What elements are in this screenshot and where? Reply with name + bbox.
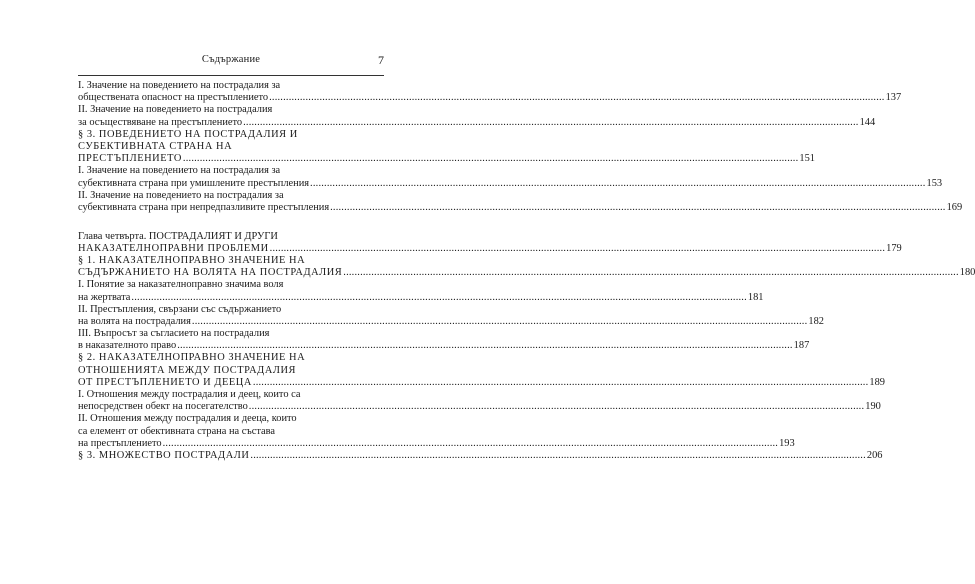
toc-page-number: 190 xyxy=(865,401,881,413)
toc-line xyxy=(78,389,384,401)
toc-entry-text: II. Значение на поведението на пострадалия за xyxy=(78,189,284,201)
toc-line xyxy=(78,231,384,243)
toc-line xyxy=(78,328,384,340)
toc-line xyxy=(78,352,384,364)
toc-entry-text: I. Отношения между пострадалия и деец, които са xyxy=(78,389,301,400)
toc-group xyxy=(78,230,975,463)
toc-entry-text: на престъплението xyxy=(78,437,162,449)
toc-group xyxy=(78,80,963,214)
dot-leader xyxy=(253,377,868,389)
dot-leader xyxy=(270,243,885,255)
toc-page-number: 169 xyxy=(946,201,963,213)
toc-page-number: 206 xyxy=(866,449,883,461)
toc-line xyxy=(78,165,384,177)
toc-line xyxy=(78,116,876,129)
toc-entry-text: ПРЕСТЪПЛЕНИЕТО xyxy=(78,153,182,165)
toc-line xyxy=(78,426,384,438)
toc-line xyxy=(78,279,384,291)
toc-entry-text: Глава четвърта. ПОСТРАДАЛИЯТ И ДРУГИ xyxy=(78,230,278,242)
toc-line xyxy=(78,255,384,267)
dot-leader xyxy=(243,117,858,129)
running-head xyxy=(78,54,384,68)
toc-line xyxy=(78,315,824,328)
toc-page-number: 179 xyxy=(886,242,902,254)
page-number: 7 xyxy=(378,53,384,67)
toc-line xyxy=(78,437,795,450)
toc-line xyxy=(78,92,902,104)
toc-line xyxy=(78,104,384,116)
dot-leader xyxy=(269,92,884,104)
toc-page-number: 153 xyxy=(926,177,943,189)
toc-line xyxy=(78,177,943,190)
dot-leader xyxy=(192,316,807,328)
toc-entry-text: I. Значение на поведението на пострадалия за xyxy=(78,80,281,91)
toc-line xyxy=(78,376,885,389)
toc-line xyxy=(78,340,810,352)
toc-entry-text: ОТ ПРЕСТЪПЛЕНИЕТО И ДЕЕЦА xyxy=(78,376,252,388)
dot-leader xyxy=(183,153,798,165)
toc-entry-text: II. Значение на поведението на пострадалия xyxy=(78,104,273,116)
dot-leader xyxy=(177,340,792,352)
toc-entry-text: § 2. НАКАЗАТЕЛНОПРАВНО ЗНАЧЕНИЕ НА xyxy=(78,352,306,364)
toc-page-number: 187 xyxy=(793,340,810,352)
toc-page-number: 151 xyxy=(799,153,815,165)
toc-entry-text: на волята на пострадалия xyxy=(78,315,191,327)
toc-entry-text: ОТНОШЕНИЯТА МЕЖДУ ПОСТРАДАЛИЯ xyxy=(78,364,297,376)
toc-line xyxy=(78,80,384,92)
table-of-contents xyxy=(78,80,975,479)
toc-entry-text: I. Значение на поведението на пострадалия за xyxy=(78,165,281,177)
toc-line xyxy=(78,449,883,462)
toc-entry-text: III. Въпросът за съгласието на пострадалия xyxy=(78,328,270,340)
toc-line xyxy=(78,401,881,413)
dot-leader xyxy=(343,267,958,279)
toc-line xyxy=(78,190,384,202)
toc-page-number: 181 xyxy=(747,291,764,303)
toc-page-number: 180 xyxy=(959,267,975,279)
toc-line xyxy=(78,153,815,165)
dot-leader xyxy=(330,202,945,214)
toc-page-number: 189 xyxy=(869,376,885,388)
toc-entry-text: непосредствен обект на посегателство xyxy=(78,401,248,413)
dot-leader xyxy=(163,438,778,450)
toc-entry-text: НАКАЗАТЕЛНОПРАВНИ ПРОБЛЕМИ xyxy=(78,242,269,254)
toc-line xyxy=(78,129,384,141)
toc-entry-text: са елемент от обективната страна на състава xyxy=(78,425,275,437)
toc-page-number: 193 xyxy=(779,437,795,449)
toc-entry-text: СУБЕКТИВНАТА СТРАНА НА xyxy=(78,140,233,152)
toc-entry-text: СЪДЪРЖАНИЕТО НА ВОЛЯТА НА ПОСТРАДАЛИЯ xyxy=(78,267,343,279)
toc-entry-text: § 1. НАКАЗАТЕЛНОПРАВНО ЗНАЧЕНИЕ НА xyxy=(78,254,306,266)
toc-page-number: 144 xyxy=(859,116,876,128)
toc-entry-text: обществената опасност на престъплението xyxy=(78,92,269,104)
toc-entry-text: субективната страна при умишлените престъпления xyxy=(78,177,310,189)
toc-entry-text: I. Понятие за наказателноправно значима воля xyxy=(78,279,284,291)
toc-entry-text: в наказателното право xyxy=(78,340,177,352)
dot-leader xyxy=(310,178,925,190)
toc-entry-text: § 3. МНОЖЕСТВО ПОСТРАДАЛИ xyxy=(78,449,250,461)
toc-line xyxy=(78,242,902,255)
toc-line xyxy=(78,201,963,214)
toc-line xyxy=(78,291,764,304)
toc-line xyxy=(78,141,384,153)
dot-leader xyxy=(131,292,746,304)
toc-entry-text: II. Отношения между пострадалия и дееца, които xyxy=(78,413,297,425)
toc-entry-text: на жертвата xyxy=(78,291,131,303)
running-title: Съдържание xyxy=(201,54,261,65)
dot-leader xyxy=(250,450,865,462)
toc-line xyxy=(78,365,384,377)
toc-line xyxy=(78,304,384,316)
toc-line xyxy=(78,413,384,425)
toc-entry-text: за осъществяване на престъплението xyxy=(78,116,243,128)
toc-entry-text: II. Престъпления, свързани със съдържанието xyxy=(78,303,282,315)
toc-page-number: 137 xyxy=(885,92,902,104)
toc-entry-text: субективната страна при непредпазливите престъпления xyxy=(78,201,330,213)
toc-entry-text: § 3. ПОВЕДЕНИЕТО НА ПОСТРАДАЛИЯ И xyxy=(78,128,298,140)
dot-leader xyxy=(249,401,864,413)
toc-line xyxy=(78,267,975,279)
toc-page-number: 182 xyxy=(808,315,824,327)
header-rule xyxy=(78,75,384,76)
